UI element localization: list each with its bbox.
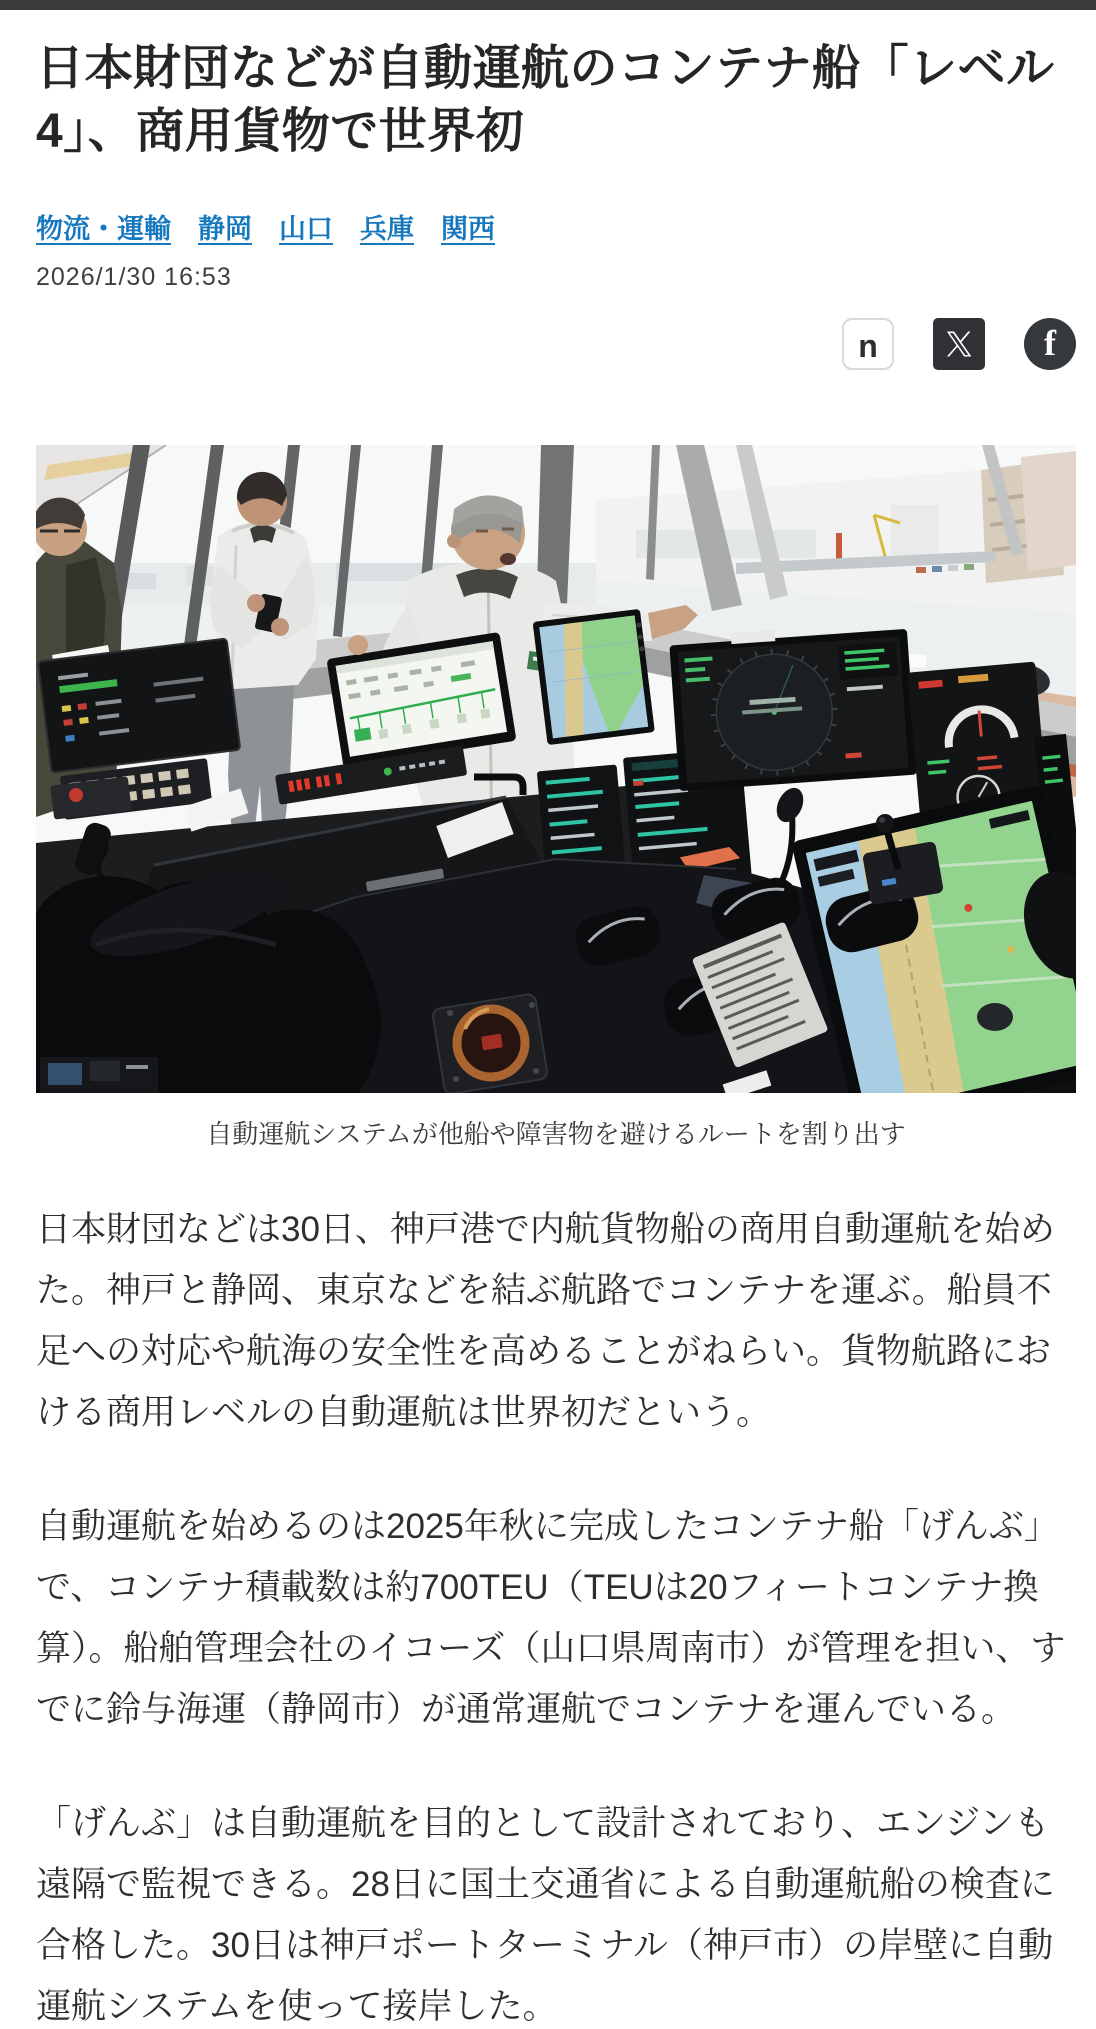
tag-link-hyogo[interactable]: 兵庫 [360,214,414,244]
x-icon [944,329,974,359]
page-title: 日本財団などが自動運航のコンテナ船「レベル4」、商用貨物で世界初 [36,42,1055,158]
top-bar [0,0,1096,10]
photo-caption: 自動運航システムが他船や障害物を避けるルートを割り出す [206,1119,906,1149]
article-photo [36,445,1076,1093]
facebook-icon: f [1044,323,1056,363]
body-paragraph-1: 日本財団などは30日、神戸港で内航貨物船の商用自動運航を始めた。神戸と静岡、東京などを結ぶ航路でコンテナを運ぶ。船員不足への対応や航海の安全性を高めることがねらい。貨物航路における商用レベルの自動運航は世界初だという。 [36,1210,1055,1432]
body-paragraph-3: 「げんぶ」は自動運航を目的として設計されており、エンジンも遠隔で監視できる。28日に国土交通省による自動運航船の検査に合格した。30日は神戸ポートターミナル（神戸市）の岸壁に自動運航システムを使って接岸した。 [36,1804,1055,2026]
share-buttons [36,318,1076,370]
tag-link-yamaguchi[interactable]: 山口 [279,214,333,244]
tag-list [36,207,1076,246]
ship-bridge-photo [36,445,1076,1093]
tag-link-shizuoka[interactable]: 静岡 [198,214,252,244]
share-note-button[interactable] [842,318,894,370]
note-icon: n [858,328,878,364]
tag-link-logistics[interactable]: 物流・運輸 [36,214,171,244]
publish-date: 2026/1/30 16:53 [36,263,232,291]
article-body [36,1199,1076,2029]
tag-link-kansai[interactable]: 関西 [441,214,495,244]
body-paragraph-2: 自動運航を始めるのは2025年秋に完成したコンテナ船「げんぶ」で、コンテナ積載数は約700TEU（TEUは20フィートコンテナ換算）。船舶管理会社のイコーズ（山口県周南市）が管理を担い、すでに鈴与海運（静岡市）が通常運航でコンテナを運んでいる。 [36,1507,1066,1729]
share-facebook-button[interactable] [1024,318,1076,370]
share-x-button[interactable] [933,318,985,370]
